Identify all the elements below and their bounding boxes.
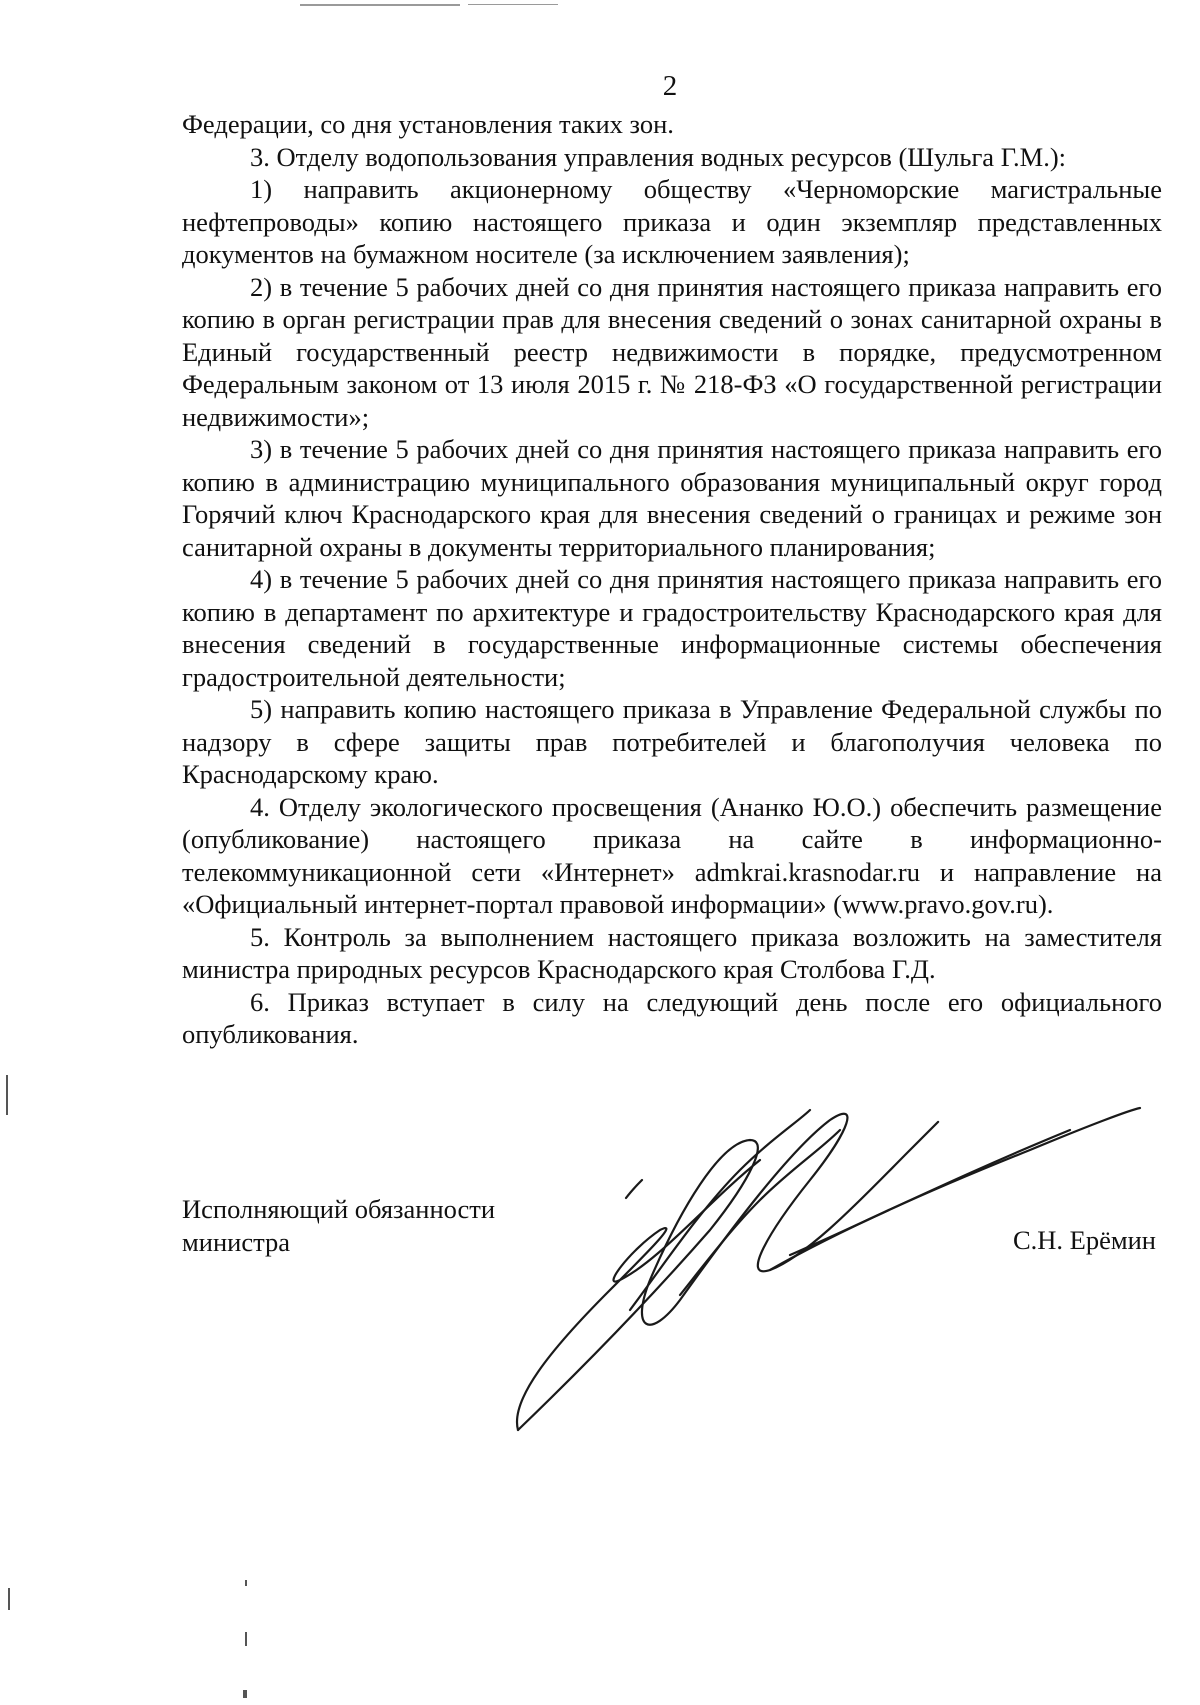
margin-mark <box>243 1690 247 1698</box>
page-number: 2 <box>662 70 678 102</box>
margin-mark <box>6 1075 8 1115</box>
paragraph-subitem-4: 4) в течение 5 рабочих дней со дня принятия настоящего приказа направить его копию в департамент по архитектуре и градостроительству Краснодарского края для внесения сведений в государственные информационные системы обеспечения градостроительной деятельности; <box>182 564 1162 692</box>
margin-mark <box>8 1588 10 1610</box>
paragraph-subitem-1: 1) направить акционерному обществу «Черноморские магистральные нефтепроводы» копию настоящего приказа и один экземпляр представленных документов на бумажном носителе (за исключением заявления); <box>182 174 1162 269</box>
handwritten-signature <box>510 1080 1150 1440</box>
scan-artifact-line <box>300 4 460 6</box>
margin-mark <box>245 1632 247 1646</box>
paragraph-item-3: 3. Отделу водопользования управления водных ресурсов (Шульга Г.М.): <box>250 141 1067 172</box>
signatory-title <box>182 1193 495 1259</box>
signatory-title-line2: министра <box>182 1227 290 1257</box>
paragraph-subitem-5: 5) направить копию настоящего приказа в Управление Федеральной службы по надзору в сфере защиты прав потребителей и благополучия человека по Краснодарскому краю. <box>182 694 1162 789</box>
paragraph-item-6: 6. Приказ вступает в силу на следующий день после его официального опубликования. <box>182 986 1162 1049</box>
paragraph-subitem-2: 2) в течение 5 рабочих дней со дня принятия настоящего приказа направить его копию в орган регистрации прав для внесения сведений о зонах санитарной охраны в Единый государственный реестр недвижимости в порядке, предусмотренном Федеральным законом от 13 июля 2015 г. № 218-ФЗ «О государственной регистрации недвижимости»; <box>182 271 1162 432</box>
margin-mark <box>245 1580 247 1586</box>
paragraph-item-5: 5. Контроль за выполнением настоящего приказа возложить на заместителя министра природных ресурсов Краснодарского края Столбова Г.Д. <box>182 921 1162 984</box>
scan-artifact-line <box>468 4 558 5</box>
document-body <box>182 108 1162 1051</box>
paragraph-subitem-3: 3) в течение 5 рабочих дней со дня принятия настоящего приказа направить его копию в администрацию муниципального образования муниципальный округ город Горячий ключ Краснодарского края для внесения сведений о границах и режиме зон санитарной охраны в документы территориального планирования; <box>182 434 1162 562</box>
signatory-title-line1: Исполняющий обязанности <box>182 1194 496 1224</box>
paragraph-item-4: 4. Отделу экологического просвещения (Ананко Ю.О.) обеспечить размещение (опубликование) настоящего приказа на сайте в информационно-телекоммуникационной сети «Интернет» admkrai.krasnodar.ru и направление на «Официальный интернет-портал правовой информации» (www.pravo.gov.ru). <box>182 791 1162 919</box>
paragraph-continuation: Федерации, со дня установления таких зон. <box>182 109 674 139</box>
signatory-name: С.Н. Ерёмин <box>1012 1225 1156 1255</box>
